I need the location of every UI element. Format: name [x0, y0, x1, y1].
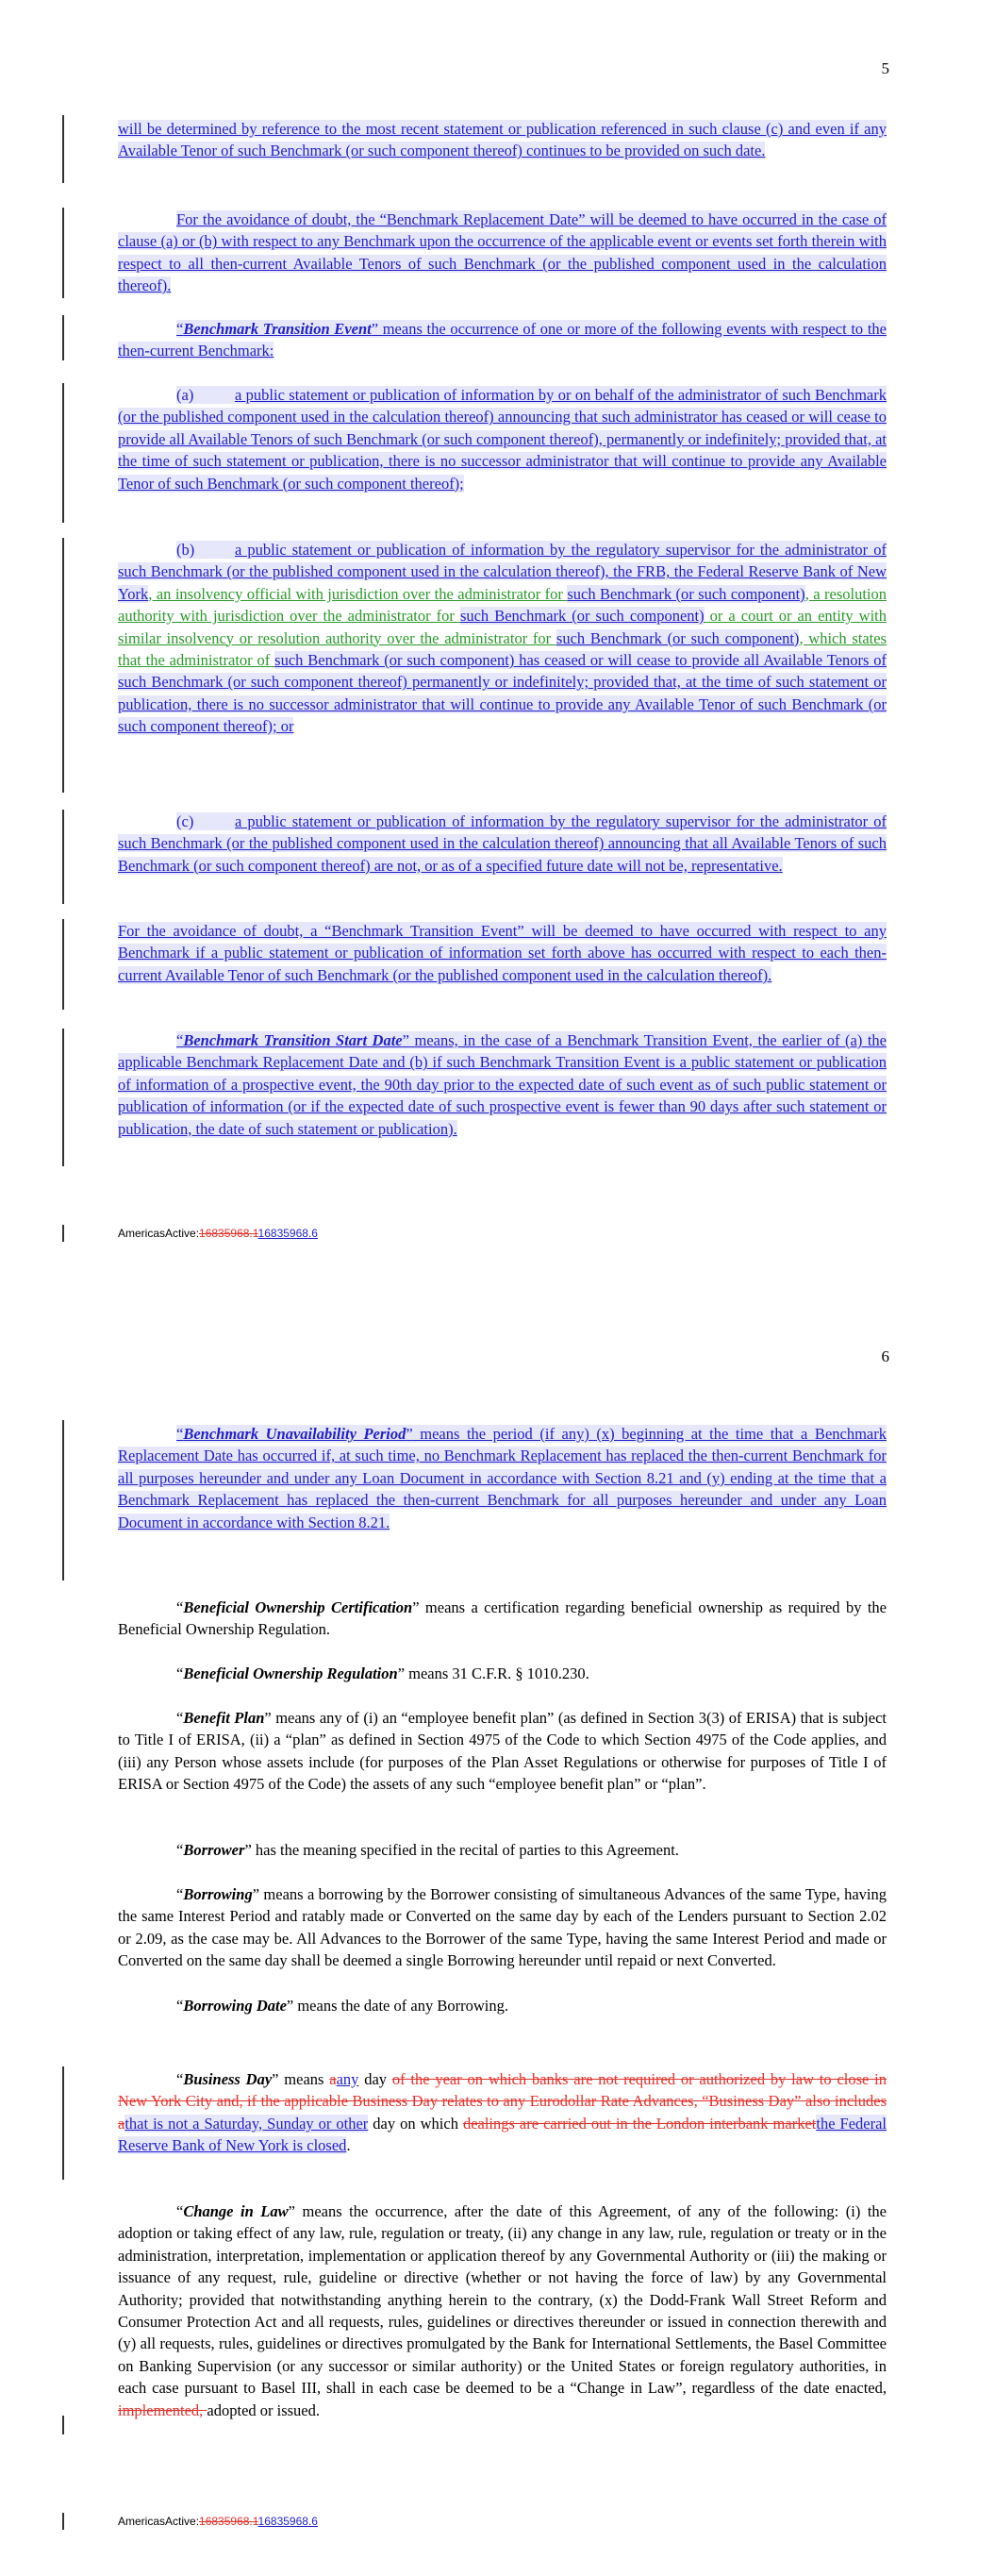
- paragraph: [118, 920, 887, 986]
- change-bar: [62, 1225, 64, 1242]
- definition-benchmark-unavailability-period: “Benchmark Unavailability Period” means the period (if any) (x) beginning at the time that a Benchmark Replacement Date has occurred if, at such time, no Benchmark Replacement has replaced the then-current Benchmark for all purposes hereunder and under any Loan Document in accordance with Section 8.21 and (y) ending at the time that a Benchmark Replacement has replaced the then-current Benchmark for all purposes hereunder and under any Loan Document in accordance with Section 8.21.: [118, 1425, 887, 1531]
- clause-label: (a): [176, 386, 194, 404]
- inserted-text: will be determined by reference to the most recent statement or publication referenced in such clause (c) and even if any Available Tenor of such Benchmark (or such component thereof) continues to be provided on such date.: [118, 120, 887, 160]
- deleted-text: of the year on which banks are not required or authorized by law to close in New York City and, if the applicable Business Day relates to any Eurodollar Rate Advances, “Business Day” also includes a: [118, 2070, 887, 2133]
- change-bar: [62, 1420, 64, 1581]
- paragraph: [118, 209, 887, 297]
- moved-text: or a court or an entity with similar insolvency or resolution authority over the administrator for: [118, 607, 887, 647]
- definition-borrowing-date: “Borrowing Date” means the date of any Borrowing.: [176, 1997, 508, 2015]
- defined-term: Benchmark Unavailability Period: [183, 1425, 406, 1443]
- change-bar: [62, 2416, 64, 2434]
- definition-benchmark-transition-start-date: “Benchmark Transition Start Date” means, in the case of a Benchmark Transition Event, the earlier of (a) the applicable Benchmark Replacement Date and (b) if such Benchmark Transition Event is a public statement or publication of information of a prospective event, the 90th day prior to the expected date of such event as of such public statement or publication of information (or if the expected date of such prospective event is fewer than 90 days after such statement or publication, the date of such statement or publication).: [118, 1031, 887, 1138]
- change-bar: [62, 2066, 64, 2180]
- change-bar: [62, 2513, 64, 2530]
- change-bar: [62, 919, 64, 1010]
- defined-term: Benefit Plan: [183, 1709, 265, 1727]
- document-footer: AmericasActive:16835968.116835968.6: [118, 2515, 318, 2528]
- defined-term: Beneficial Ownership Certification: [183, 1598, 413, 1616]
- change-bar: [62, 315, 64, 360]
- clause-c: (c) a public statement or publication of information by the regulatory supervisor for the administrator of such Benchmark (or the published component used in the calculation thereof) announcing that all Available Tenors of such Benchmark (or such component thereof) are not, or as of a specified future date will not be, representative.: [118, 812, 887, 875]
- clause-label: (b): [176, 541, 195, 559]
- change-bar: [62, 1029, 64, 1166]
- inserted-text: For the avoidance of doubt, a “Benchmark Transition Event” will be deemed to have occurred with respect to any Benchmark if a public statement or publication of information set forth above has occurred with respect to each then-current Available Tenor of such Benchmark (or the published component used in the calculation thereof).: [118, 922, 887, 984]
- moved-text: , a resolution authority with jurisdiction over the administrator for: [118, 584, 887, 626]
- document-footer: AmericasActive:16835968.116835968.6: [118, 1227, 318, 1240]
- inserted-text: For the avoidance of doubt, the “Benchmark Replacement Date” will be deemed to have occurred in the case of clause (a) or (b) with respect to any Benchmark upon the occurrence of the applicable event or events set forth therein with respect to all then-current Available Tenors of such Benchmark (or the published component used in the calculation thereof).: [118, 210, 887, 295]
- change-bar: [62, 115, 64, 183]
- defined-term: Benchmark Transition Event: [183, 320, 372, 338]
- defined-term: Business Day: [183, 2070, 273, 2088]
- definition-borrower: “Borrower” has the meaning specified in the recital of parties to this Agreement.: [176, 1841, 679, 1859]
- moved-text: , an insolvency official with jurisdiction over the administrator for: [148, 584, 568, 603]
- clause-b: (b) a public statement or publication of information by the regulatory supervisor for the administrator of such Benchmark (or the published component used in the calculation thereof), the FRB, the Federal Reserve Bank of New York, an insolvency official with jurisdiction over the administrator for such Benchmark (or such component), a resolution authority with jurisdiction over the administrator for such Benchmark (or such component) or a court or an entity with similar insolvency or resolution authority over the administrator for such Benchmark (or such component), which states that the administrator of such Benchmark (or such component) has ceased or will cease to provide all Available Tenors of such Benchmark (or such component thereof) permanently or indefinitely; provided that, at the time of such statement or publication, there is no successor administrator that will continue to provide any Available Tenor of such Benchmark (or such component thereof); or: [118, 541, 887, 736]
- inserted-text: any: [336, 2070, 359, 2088]
- definition-benchmark-transition-event: “Benchmark Transition Event” means the occurrence of one or more of the following events with respect to the then-current Benchmark:: [118, 320, 887, 360]
- inserted-text: the Federal Reserve Bank of New York is closed: [118, 2114, 887, 2155]
- definition-business-day: “Business Day” means aany day of the year on which banks are not required or authorized by law to close in New York City and, if the applicable Business Day relates to any Eurodollar Rate Advances, “Business Day” also includes athat is not a Saturday, Sunday or other day on which dealings are carried out in the London interbank marketthe Federal Reserve Bank of New York is closed.: [118, 2070, 887, 2155]
- change-bar: [62, 208, 64, 298]
- definition-borrowing: “Borrowing” means a borrowing by the Borrower consisting of simultaneous Advances of the same Type, having the same Interest Period and ratably made or Converted on the same day by each of the Lenders pursuant to Section 2.02 or 2.09, as the case may be. All Advances to the Borrower of the same Type, having the same Interest Period and made or Converted on the same day shall be deemed a single Borrowing hereunder until repaid or next Converted.: [118, 1885, 887, 1970]
- definition-beneficial-ownership-regulation: “Beneficial Ownership Regulation” means 31 C.F.R. § 1010.230.: [176, 1664, 589, 1682]
- moved-text: , which states that the administrator of: [118, 628, 887, 670]
- deleted-text: a: [329, 2070, 337, 2088]
- deleted-text: implemented,: [118, 2400, 207, 2419]
- paragraph: [118, 118, 887, 162]
- defined-term: Borrowing Date: [183, 1997, 287, 2015]
- defined-term: Borrowing: [183, 1885, 253, 1903]
- defined-term: Change in Law: [183, 2202, 289, 2220]
- definition-change-in-law: “Change in Law” means the occurrence, after the date of this Agreement, of any of the following: (i) the adoption or taking effect of any law, rule, regulation or treaty, (ii) any change in any law, rule, regulation or treaty or in the administration, interpretation, implementation or application thereof by any Governmental Authority or (iii) the making or issuance of any request, rule, guideline or directive (whether or not having the force of law) by any Governmental Authority; provided that notwithstanding anything herein to the contrary, (x) the Dodd-Frank Wall Street Reform and Consumer Protection Act and all requests, rules, guidelines or directives thereunder or issued in connection therewith and (y) all requests, rules, guidelines or directives promulgated by the Bank for International Settlements, the Basel Committee on Banking Supervision (or any successor or similar authority) or the United States or foreign regulatory authorities, in each case pursuant to Basel III, shall in each case be deemed to be a “Change in Law”, regardless of the date enacted, implemented, adopted or issued.: [118, 2202, 887, 2419]
- change-bar: [62, 383, 64, 523]
- clause-label: (c): [176, 812, 194, 830]
- page-6: [0, 1288, 995, 2576]
- defined-term: Benchmark Transition Start Date: [183, 1031, 403, 1049]
- deleted-text: dealings are carried out in the London interbank market: [462, 2114, 817, 2133]
- change-bar: [62, 810, 64, 904]
- defined-term: Borrower: [183, 1841, 245, 1859]
- defined-term: Beneficial Ownership Regulation: [183, 1664, 398, 1682]
- change-bar: [62, 538, 64, 793]
- definition-benefit-plan: “Benefit Plan” means any of (i) an “employee benefit plan” (as defined in Section 3(3) of ERISA) that is subject to Title I of ERISA, (ii) a “plan” as defined in Section 4975 of the Code to which Section 4975 of the Code applies, and (iii) any Person whose assets include (for purposes of the Plan Asset Regulations or otherwise for purposes of Title I of ERISA or Section 4975 of the Code) the assets of any such “employee benefit plan” or “plan”.: [118, 1709, 887, 1794]
- definition-beneficial-ownership-certification: “Beneficial Ownership Certification” means a certification regarding beneficial ownership as required by the Beneficial Ownership Regulation.: [118, 1598, 887, 1639]
- page-number: 6: [881, 1347, 889, 1365]
- page-number: 5: [881, 59, 889, 77]
- clause-a: (a) a public statement or publication of information by or on behalf of the administrator of such Benchmark (or the published component used in the calculation thereof) announcing that such administrator has ceased or will cease to provide all Available Tenors of such Benchmark (or such component thereof), permanently or indefinitely; provided that, at the time of such statement or publication, there is no successor administrator that will continue to provide any Available Tenor of such Benchmark (or such component thereof);: [118, 386, 887, 493]
- inserted-text: that is not a Saturday, Sunday or other: [124, 2114, 369, 2133]
